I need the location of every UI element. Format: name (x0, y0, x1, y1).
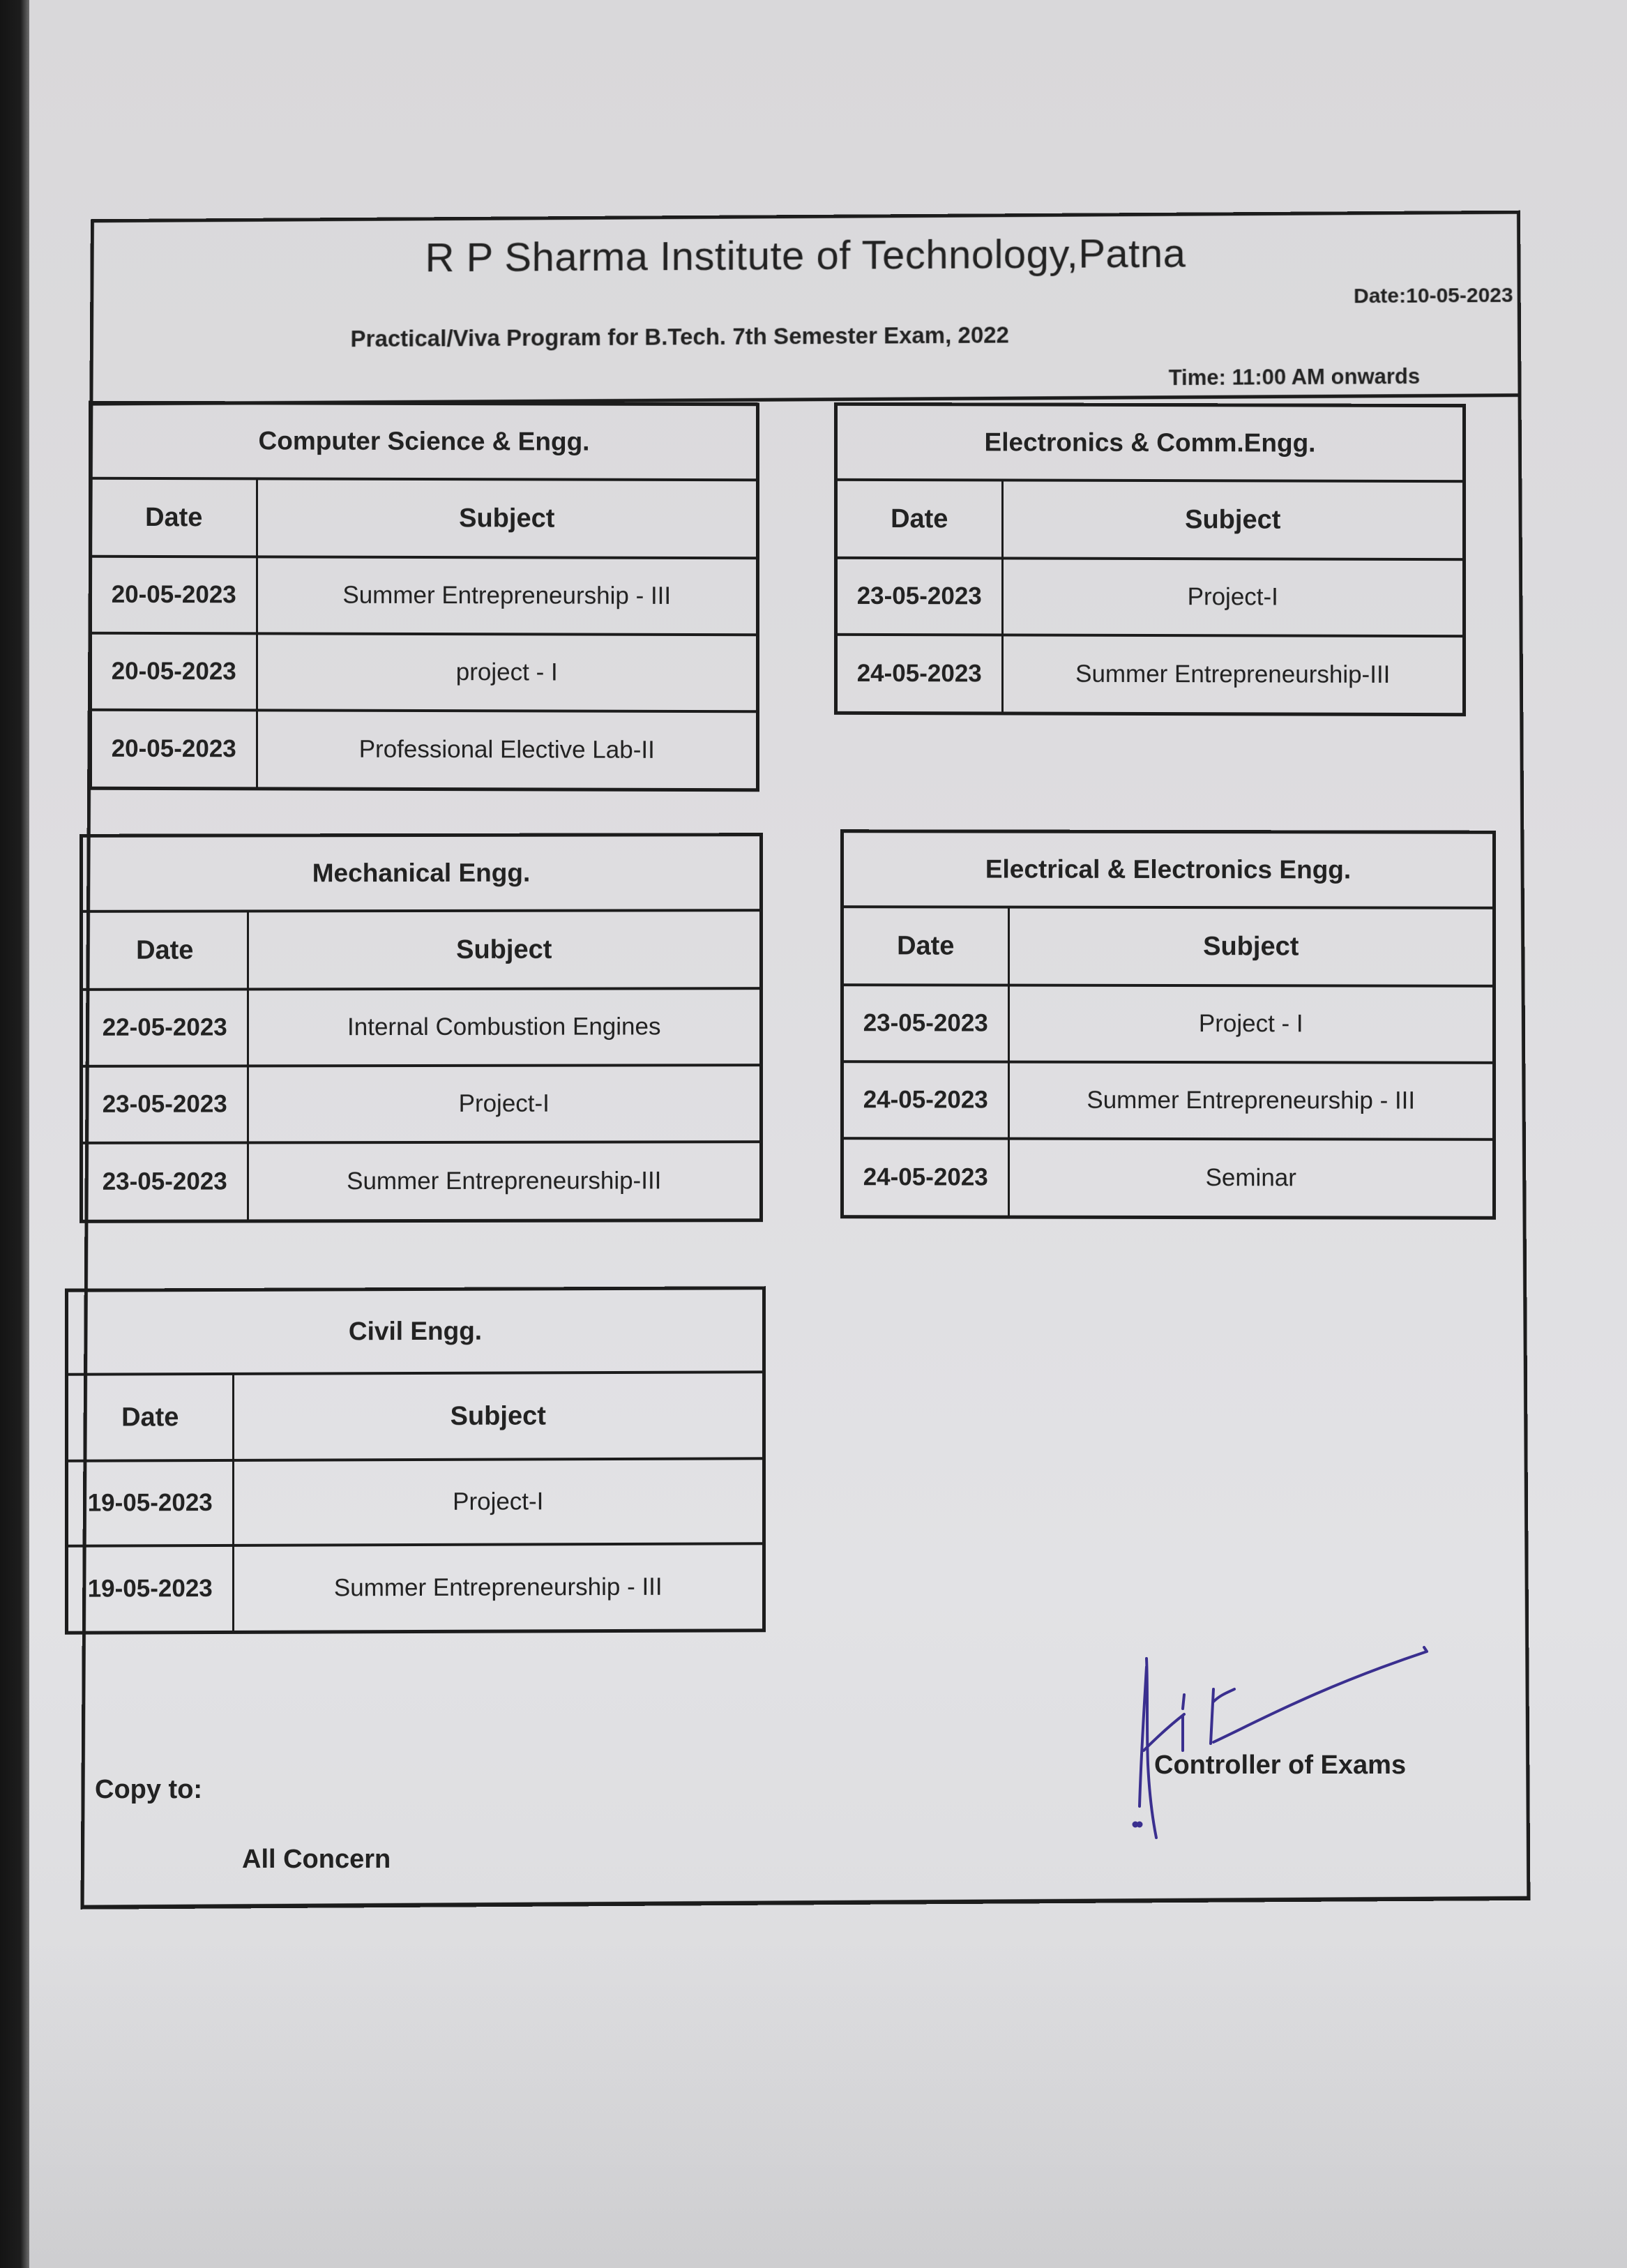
table-row (92, 710, 756, 788)
row-date: 23-05-2023 (838, 558, 1002, 635)
signature-icon (1116, 1646, 1437, 1841)
column-header-subject: Subject (248, 912, 759, 989)
document-header (93, 214, 1518, 406)
row-subject: Summer Entrepreneurship-III (347, 1167, 662, 1195)
row-date: 24-05-2023 (844, 1138, 1008, 1215)
signature-stroke (1144, 1714, 1184, 1751)
row-date: 19-05-2023 (68, 1545, 233, 1631)
dept-title: Electrical & Electronics Engg. (844, 833, 1492, 909)
column-header-subject: Subject (257, 480, 756, 558)
table-row (92, 557, 756, 635)
copy-to-label: Copy to: (95, 1775, 203, 1804)
column-header-date: Date (68, 1375, 233, 1461)
dept-title: Mechanical Engg. (83, 836, 759, 913)
copy-recipients: All Concern (242, 1845, 391, 1874)
row-date: 24-05-2023 (844, 1061, 1008, 1138)
dept-table-civil (65, 1286, 766, 1635)
schedule-table (68, 1373, 762, 1631)
table-row (83, 988, 759, 1066)
row-date: 24-05-2023 (838, 635, 1002, 712)
table-header-row (844, 908, 1492, 986)
column-header-date: Date (92, 480, 257, 557)
table-row (83, 1142, 759, 1220)
dept-title: Civil Engg. (68, 1290, 762, 1375)
table-row (844, 1061, 1492, 1140)
schedule-table (92, 480, 756, 788)
row-subject: Summer Entrepreneurship - III (1008, 1062, 1492, 1140)
row-date: 22-05-2023 (83, 989, 248, 1066)
dept-table-ece (834, 402, 1466, 716)
dept-table-eee (840, 829, 1496, 1220)
schedule-table (83, 912, 759, 1220)
signature-stroke (1211, 1689, 1234, 1744)
signatory-title: Controller of Exams (1154, 1751, 1407, 1780)
row-date: 23-05-2023 (83, 1066, 248, 1142)
column-header-date: Date (83, 912, 248, 989)
dept-table-mechanical (80, 833, 763, 1223)
row-subject: Project-I (233, 1458, 762, 1545)
signature-stroke (1140, 1667, 1147, 1806)
signature-stroke (1183, 1695, 1184, 1751)
row-date: 20-05-2023 (92, 633, 257, 711)
schedule-table (838, 481, 1462, 713)
row-date: 23-05-2023 (844, 985, 1008, 1061)
signature-dot (1138, 1823, 1142, 1827)
schedule-table (844, 908, 1492, 1216)
table-row (92, 633, 756, 711)
column-header-subject: Subject (233, 1373, 762, 1460)
dept-title: Computer Science & Engg. (92, 405, 756, 481)
dept-table-cse (89, 401, 759, 792)
row-subject: Project - I (1008, 985, 1492, 1063)
table-row (844, 985, 1492, 1063)
row-subject: Internal Combustion Engines (248, 988, 759, 1066)
row-subject: Project-I (248, 1065, 759, 1142)
table-row (838, 635, 1462, 713)
row-subject: Summer Entrepreneurship - III (333, 1573, 663, 1602)
row-subject: Summer Entrepreneurship-III (1075, 660, 1391, 688)
table-row (83, 1065, 759, 1143)
exam-time: Time: 11:00 AM onwards (1168, 363, 1421, 391)
row-date: 20-05-2023 (92, 557, 257, 634)
table-header-row (68, 1373, 762, 1460)
photo-edge-shadow (0, 0, 29, 2268)
table-row (838, 558, 1462, 636)
institute-title: R P Sharma Institute of Technology,Patna (425, 230, 1186, 281)
row-date: 23-05-2023 (83, 1142, 248, 1219)
table-row (68, 1458, 762, 1545)
column-header-subject: Subject (1008, 909, 1492, 986)
row-subject: Professional Elective Lab-II (358, 735, 655, 764)
page-shading (29, 1939, 1627, 2268)
table-header-row (83, 912, 759, 990)
row-date: 20-05-2023 (92, 710, 257, 787)
table-row (844, 1138, 1492, 1216)
row-subject: project - I (257, 633, 756, 711)
table-row (68, 1543, 762, 1631)
row-subject: Seminar (1205, 1164, 1296, 1192)
column-header-date: Date (844, 908, 1008, 985)
dept-title: Electronics & Comm.Engg. (838, 406, 1462, 483)
row-subject: Summer Entrepreneurship - III (257, 557, 756, 635)
row-date: 19-05-2023 (68, 1460, 233, 1546)
row-subject: Project-I (1002, 558, 1462, 636)
issue-date: Date:10-05-2023 (1353, 283, 1513, 308)
program-title: Practical/Viva Program for B.Tech. 7th Semester Exam, 2022 (350, 322, 1010, 352)
table-header-row (838, 481, 1462, 559)
table-header-row (92, 480, 756, 558)
column-header-date: Date (838, 481, 1002, 559)
signature-stroke (1213, 1647, 1427, 1742)
column-header-subject: Subject (1002, 481, 1462, 559)
